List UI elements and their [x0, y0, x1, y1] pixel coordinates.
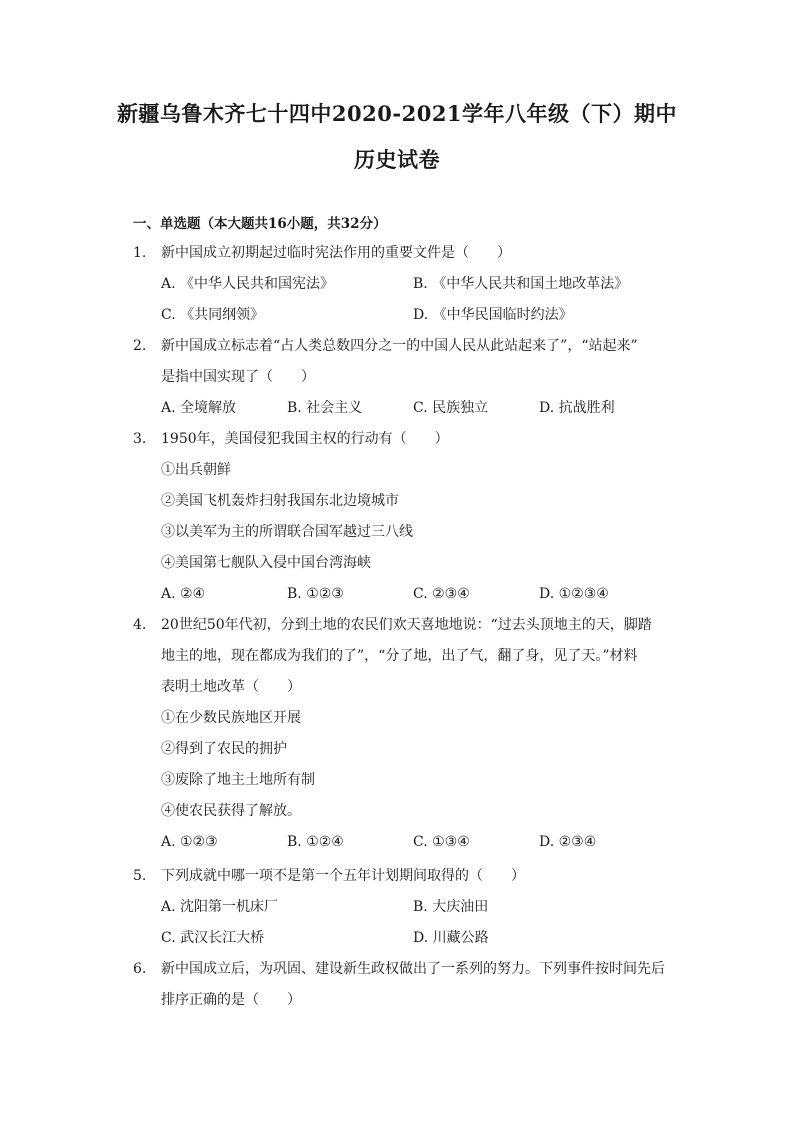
option-c: C. ②③④ [413, 586, 470, 602]
exam-title-line-1: 新疆乌鲁木齐七十四中2020-2021学年八年级（下）期中 [116, 101, 678, 126]
option-a: A. ②④ [161, 586, 206, 602]
question-stem: 下列成就中哪一项不是第一个五年计划期间取得的（ ） [161, 868, 525, 884]
option-d: D. 抗战胜利 [539, 400, 615, 416]
option-a: A. 全境解放 [161, 400, 237, 416]
option-c: C. 武汉长江大桥 [161, 930, 265, 946]
question-number: 6. [133, 961, 147, 977]
option-d: D. ①②③④ [539, 586, 609, 602]
question-stem: 1950年，美国侵犯我国主权的行动有（ ） [161, 431, 449, 447]
option-row [161, 827, 666, 858]
option-b: B. 社会主义 [287, 400, 363, 416]
option-a: A. 沈阳第一机床厂 [161, 899, 279, 915]
question-number: 1. [133, 245, 147, 261]
statement-item: ③废除了地主土地所有制 [161, 772, 315, 788]
question-number: 3. [133, 431, 147, 447]
option-a: A. ①②③ [161, 834, 218, 850]
question-stem: 新中国成立初期起过临时宪法作用的重要文件是（ ） [161, 245, 511, 261]
question-stem: 新中国成立标志着“占人类总数四分之一的中国人民从此站起来了”，“站起来” [161, 338, 638, 354]
option-b: B. ①②③ [287, 586, 344, 602]
option-row [161, 300, 666, 331]
option-c: C. 民族独立 [413, 400, 489, 416]
question-number: 5. [133, 868, 147, 884]
question-number: 2. [133, 338, 147, 354]
option-b: B. 《中华人民共和国土地改革法》 [413, 276, 629, 292]
question-stem: 地主的地，现在都成为我们的了”，“分了地，出了气，翻了身，见了天。”材料 [161, 648, 638, 664]
section-heading: 一、单选题（本大题共16小题，共32分） [133, 216, 387, 232]
question-stem: 新中国成立后，为巩固、建设新生政权做出了一系列的努力。下列事件按时间先后 [161, 961, 665, 977]
option-row [161, 393, 666, 424]
option-row [161, 923, 666, 954]
option-c: C. 《共同纲领》 [161, 307, 265, 323]
option-d: D. 《中华民国临时约法》 [413, 307, 573, 323]
statement-item: ②美国飞机轰炸扫射我国东北边境城市 [161, 493, 399, 509]
question-stem: 是指中国实现了（ ） [161, 369, 315, 385]
statement-item: ④使农民获得了解放。 [161, 803, 301, 819]
option-b: B. ①②④ [287, 834, 344, 850]
exam-title-line-2: 历史试卷 [354, 147, 440, 172]
option-b: B. 大庆油田 [413, 899, 489, 915]
statement-item: ③以美军为主的所谓联合国军越过三八线 [161, 524, 413, 540]
question-stem: 排序正确的是（ ） [161, 992, 301, 1008]
option-row [161, 579, 666, 610]
statement-item: ①出兵朝鲜 [161, 462, 231, 478]
option-row [161, 269, 666, 300]
option-d: D. 川藏公路 [413, 930, 489, 946]
option-d: D. ②③④ [539, 834, 597, 850]
question-stem: 20世纪50年代初，分到土地的农民们欢天喜地地说：“过去头顶地主的天，脚踏 [161, 617, 652, 633]
option-c: C. ①③④ [413, 834, 470, 850]
statement-item: ①在少数民族地区开展 [161, 710, 301, 726]
question-number: 4. [133, 617, 147, 633]
question-stem: 表明土地改革（ ） [161, 679, 301, 695]
statement-item: ④美国第七舰队入侵中国台湾海峡 [161, 555, 371, 571]
option-row [161, 892, 666, 923]
option-a: A. 《中华人民共和国宪法》 [161, 276, 335, 292]
statement-item: ②得到了农民的拥护 [161, 741, 287, 757]
